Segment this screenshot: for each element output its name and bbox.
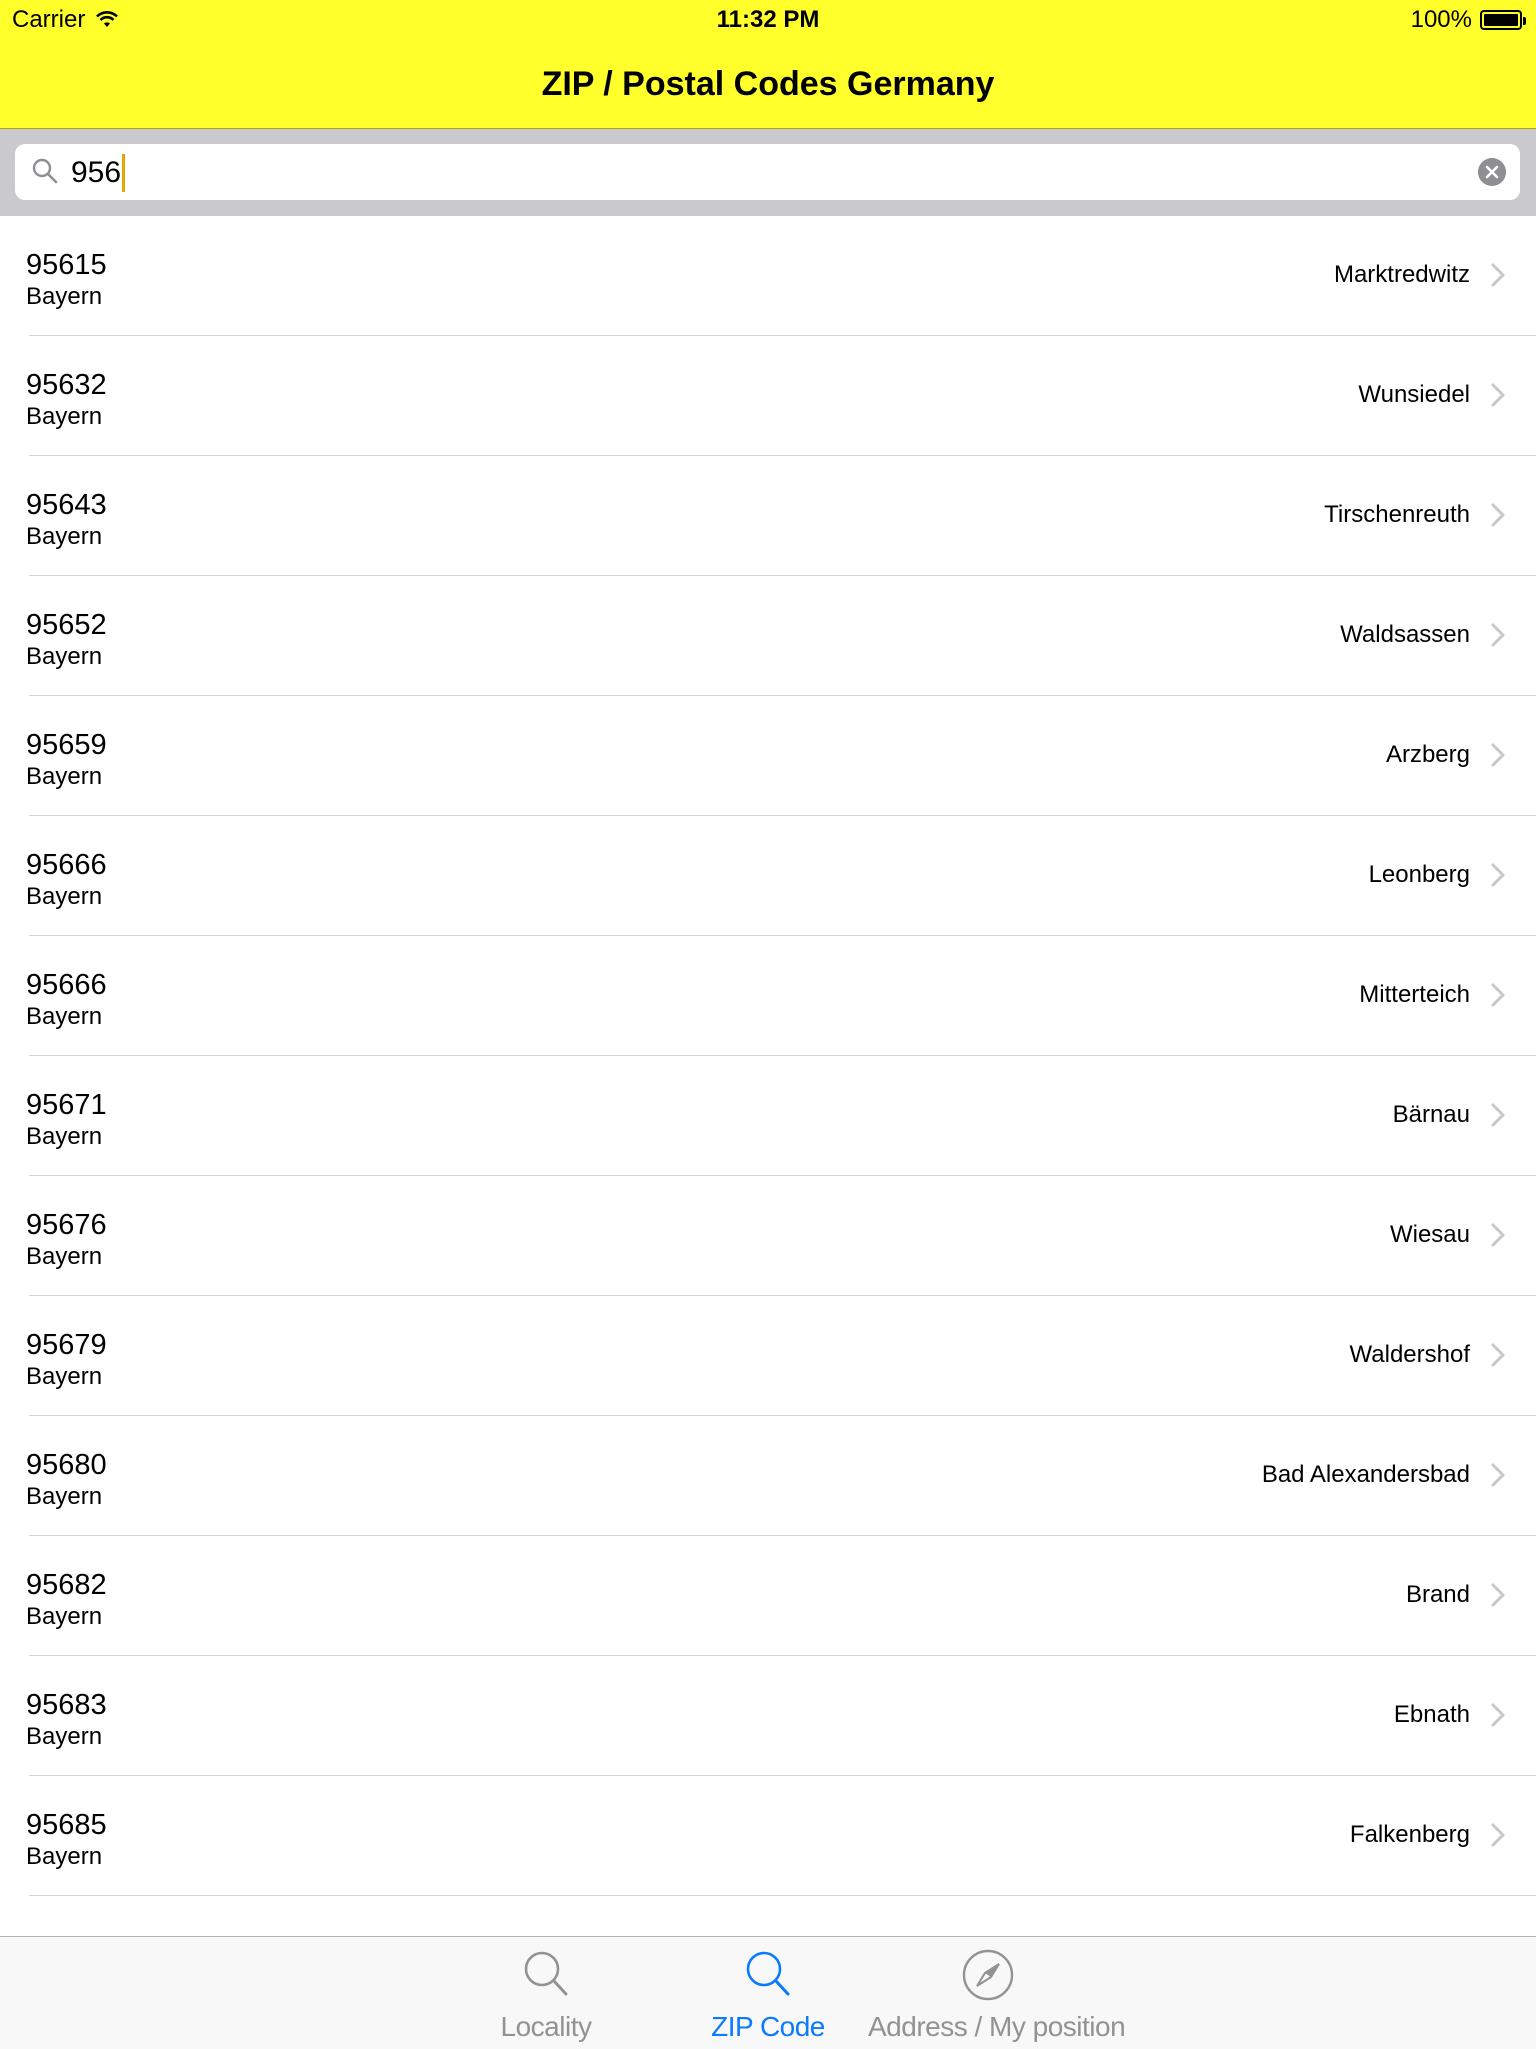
magnifier-icon xyxy=(522,1949,570,1999)
list-item[interactable] xyxy=(0,1536,1536,1656)
tab-locality[interactable] xyxy=(446,1937,646,2049)
carrier-label: Carrier xyxy=(12,6,86,33)
status-bar xyxy=(0,0,1536,42)
search-bar xyxy=(0,129,1536,216)
zip-code-text: 95666 xyxy=(26,969,107,1001)
list-item[interactable] xyxy=(0,1056,1536,1176)
state-text: Bayern xyxy=(26,1843,103,1870)
list-item[interactable] xyxy=(0,456,1536,576)
state-text: Bayern xyxy=(26,1003,103,1030)
text-caret xyxy=(122,154,125,192)
zip-code-text: 95679 xyxy=(26,1329,107,1361)
city-text: Mitterteich xyxy=(1359,981,1470,1008)
list-item[interactable] xyxy=(0,1416,1536,1536)
tab-zip-code[interactable] xyxy=(668,1937,868,2049)
list-item[interactable] xyxy=(0,1176,1536,1296)
magnifier-icon xyxy=(744,1949,792,1999)
list-item[interactable] xyxy=(0,696,1536,816)
battery-icon xyxy=(1480,10,1522,30)
chevron-right-icon xyxy=(1490,1102,1506,1128)
results-list xyxy=(0,216,1536,1896)
clear-icon[interactable] xyxy=(1478,158,1506,186)
state-text: Bayern xyxy=(26,1483,103,1510)
state-text: Bayern xyxy=(26,883,103,910)
chevron-right-icon xyxy=(1490,1342,1506,1368)
city-text: Tirschenreuth xyxy=(1324,501,1470,528)
zip-code-text: 95676 xyxy=(26,1209,107,1241)
list-item[interactable] xyxy=(0,936,1536,1056)
chevron-right-icon xyxy=(1490,622,1506,648)
state-text: Bayern xyxy=(26,643,103,670)
search-input[interactable] xyxy=(15,144,1520,200)
city-text: Marktredwitz xyxy=(1333,261,1470,288)
chevron-right-icon xyxy=(1490,982,1506,1008)
chevron-right-icon xyxy=(1490,382,1506,408)
chevron-right-icon xyxy=(1490,1462,1506,1488)
city-text: Brand xyxy=(1405,1581,1470,1608)
zip-code-text: 95632 xyxy=(26,369,107,401)
tab-bar xyxy=(0,1936,1536,2049)
city-text: Bärnau xyxy=(1392,1101,1470,1128)
search-query-text xyxy=(71,154,125,192)
zip-code-text: 95666 xyxy=(26,849,107,881)
state-text: Bayern xyxy=(26,1723,103,1750)
list-item[interactable] xyxy=(0,216,1536,336)
tab-address-my-position[interactable] xyxy=(868,1937,1126,2049)
chevron-right-icon xyxy=(1490,502,1506,528)
list-item[interactable] xyxy=(0,576,1536,696)
state-text: Bayern xyxy=(26,1363,103,1390)
city-text: Leonberg xyxy=(1368,861,1470,888)
list-item[interactable] xyxy=(0,816,1536,936)
battery-group xyxy=(1411,6,1522,34)
chevron-right-icon xyxy=(1490,862,1506,888)
zip-code-text: 95659 xyxy=(26,729,107,761)
page-title: ZIP / Postal Codes Germany xyxy=(541,64,995,103)
city-text: Wunsiedel xyxy=(1358,381,1470,408)
navigation-bar xyxy=(0,42,1536,129)
state-text: Bayern xyxy=(26,283,103,310)
chevron-right-icon xyxy=(1490,1582,1506,1608)
tab-locality-label: Locality xyxy=(500,2011,592,2042)
state-text: Bayern xyxy=(26,1603,103,1630)
chevron-right-icon xyxy=(1490,1222,1506,1248)
state-text: Bayern xyxy=(26,403,103,430)
city-text: Wiesau xyxy=(1389,1221,1470,1248)
state-text: Bayern xyxy=(26,523,103,550)
state-text: Bayern xyxy=(26,1123,103,1150)
chevron-right-icon xyxy=(1490,1822,1506,1848)
zip-code-text: 95671 xyxy=(26,1089,107,1121)
zip-code-text: 95615 xyxy=(26,249,107,281)
chevron-right-icon xyxy=(1490,1702,1506,1728)
city-text: Arzberg xyxy=(1385,741,1470,768)
city-text: Waldershof xyxy=(1349,1341,1470,1368)
compass-icon xyxy=(962,1949,1014,2001)
list-item[interactable] xyxy=(0,1296,1536,1416)
chevron-right-icon xyxy=(1490,742,1506,768)
zip-code-text: 95643 xyxy=(26,489,107,521)
chevron-right-icon xyxy=(1490,262,1506,288)
battery-percent: 100% xyxy=(1410,6,1472,33)
clock: 11:32 PM xyxy=(716,6,820,33)
state-text: Bayern xyxy=(26,763,103,790)
zip-code-text: 95683 xyxy=(26,1689,107,1721)
state-text: Bayern xyxy=(26,1243,103,1270)
city-text: Ebnath xyxy=(1393,1701,1470,1728)
city-text: Falkenberg xyxy=(1349,1821,1470,1848)
list-item[interactable] xyxy=(0,1776,1536,1896)
list-item[interactable] xyxy=(0,1656,1536,1776)
tab-zip-code-label: ZIP Code xyxy=(711,2011,825,2042)
search-icon xyxy=(31,157,59,185)
list-item[interactable] xyxy=(0,336,1536,456)
zip-code-text: 95652 xyxy=(26,609,107,641)
row-separator xyxy=(29,1895,1536,1896)
zip-code-text: 95685 xyxy=(26,1809,107,1841)
search-query: 956 xyxy=(71,156,122,189)
zip-code-text: 95682 xyxy=(26,1569,107,1601)
zip-code-text: 95680 xyxy=(26,1449,107,1481)
city-text: Waldsassen xyxy=(1340,621,1470,648)
tab-address-label: Address / My position xyxy=(868,2011,1126,2042)
city-text: Bad Alexandersbad xyxy=(1261,1461,1470,1488)
